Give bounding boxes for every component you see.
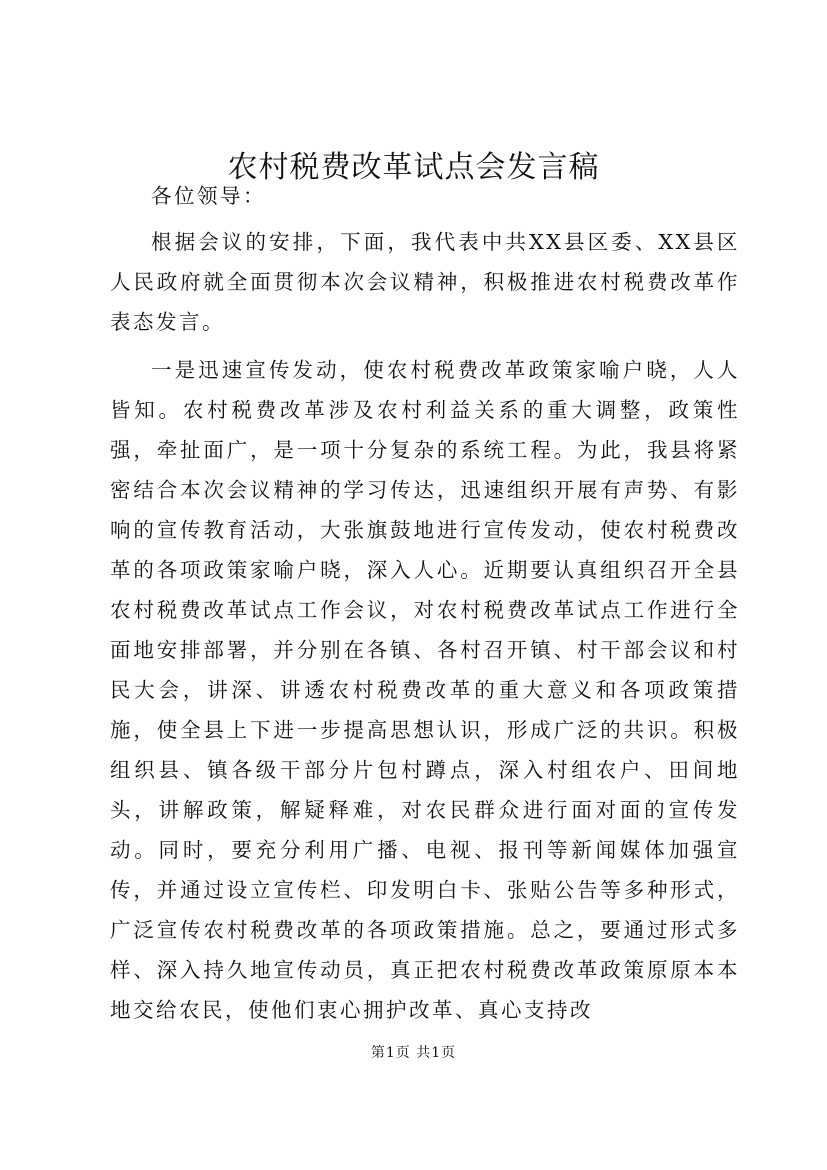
document-title: 农村税费改革试点会发言稿 [227, 150, 600, 185]
greeting-line: 各位领导： [151, 184, 266, 208]
paragraph-2: 一是迅速宣传发动，使农村税费改革政策家喻户晓，人人皆知。农村税费改革涉及农村利益关系的重大调整，政策性强，牵扯面广，是一项十分复杂的系统工程。为此，我县将紧密结合本次会议精神的学习传达，迅速组织开展有声势、有影响的宣传教育活动，大张旗鼓地进行宣传发动，使农村税费改革的各项政策家喻户晓，深入人心。近期要认真组织召开全县农村税费改革试点工作会议，对农村税费改革试点工作进行全面地安排部署，并分别在各镇、各村召开镇、村干部会议和村民大会，讲深、讲透农村税费改革的重大意义和各项政策措施，使全县上下进一步提高思想认识，形成广泛的共识。积极组织县、镇各级干部分片包村蹲点，深入村组农户、田间地头，讲解政策，解疑释难，对农民群众进行面对面的宣传发动。同时，要充分利用广播、电视、报刊等新闻媒体加强宣传，并通过设立宣传栏、印发明白卡、张贴公告等多种形式，广泛宣传农村税费改革的各项政策措施。总之，要通过形式多样、深入持久地宣传动员，真正把农村税费改革政策原原本本地交给农民，使他们衷心拥护改革、真心支持改 [110, 358, 740, 1022]
paragraph-1: 根据会议的安排，下面，我代表中共XX县区委、XX县区人民政府就全面贯彻本次会议精神，积极推进农村税费改革作表态发言。 [110, 230, 740, 334]
document-body [110, 176, 740, 1030]
page-footer: 第1页 共1页 [370, 1045, 457, 1061]
